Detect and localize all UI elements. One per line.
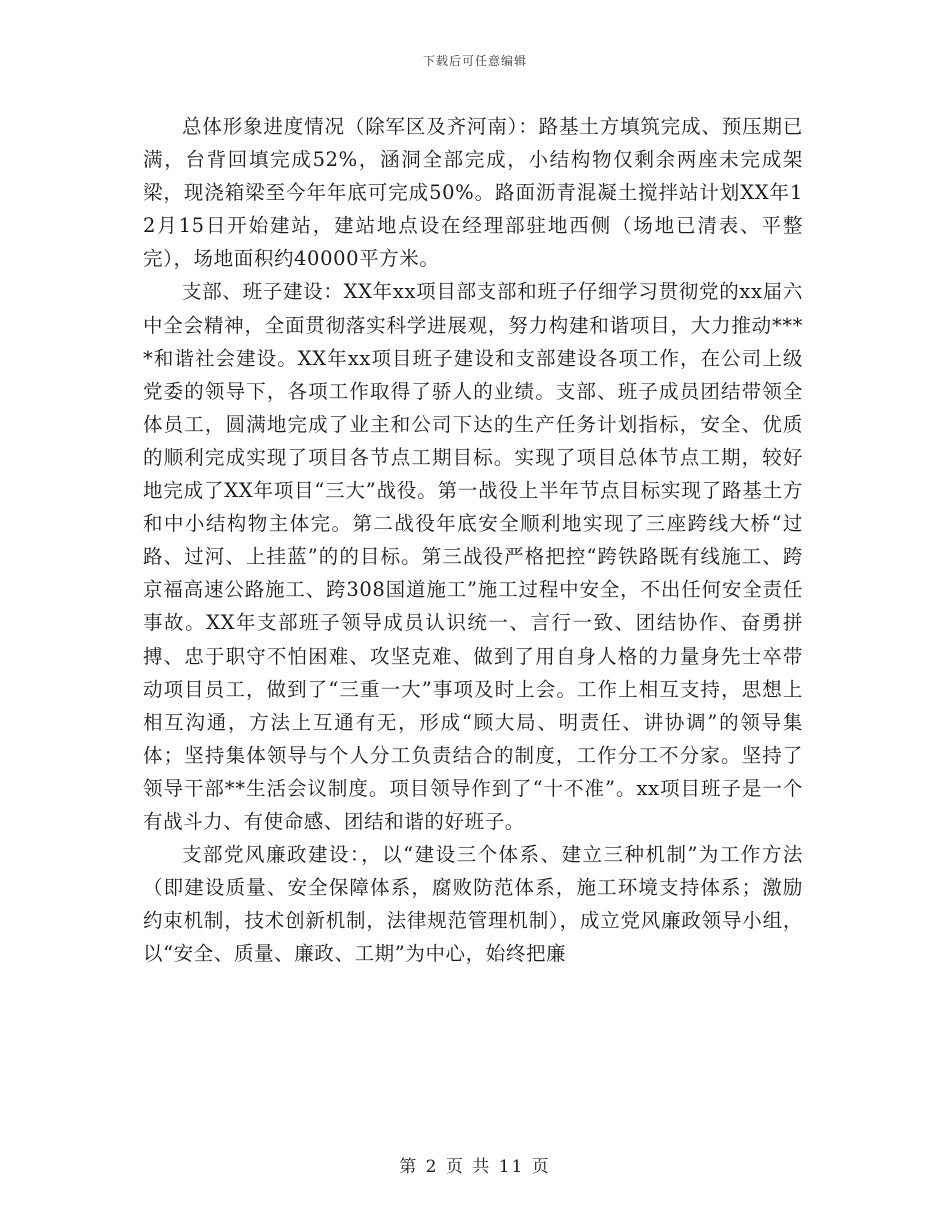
paragraph-integrity: 支部党风廉政建设：，以“建设三个体系、建立三种机制”为工作方法（即建设质量、安全保障体系，腐败防范体系，施工环境支持体系；激励约束机制，技术创新机制，法律规范管理机制），成立党风廉政领导小组，以“安全、质量、廉政、工期”为中心，始终把廉: [143, 843, 803, 966]
page-number: 第 2 页 共 11 页: [399, 1157, 551, 1177]
document-body: [143, 110, 803, 970]
paragraph-progress: 总体形象进度情况（除军区及齐河南）：路基土方填筑完成、预压期已满，台背回填完成52%，涵洞全部完成，小结构物仅剩余两座未完成架梁，现浇箱梁至今年年底可完成50%。路面沥青混凝土搅拌站计划XX年12月15日开始建站，建站地点设在经理部驻地西侧（场地已清表、平整完），场地面积约40000平方米。: [143, 115, 803, 271]
paragraph-team-building: 支部、班子建设：XX年xx项目部支部和班子仔细学习贯彻党的xx届六中全会精神，全面贯彻落实科学进展观，努力构建和谐项目，大力推动****和谐社会建设。XX年xx项目班子建设和支部建设各项工作，在公司上级党委的领导下，各项工作取得了骄人的业绩。支部、班子成员团结带领全体员工，圆满地完成了业主和公司下达的生产任务计划指标，安全、优质的顺利完成实现了项目各节点工期目标。实现了项目总体节点工期，较好地完成了XX年项目“三大”战役。第一战役上半年节点目标实现了路基土方和中小结构物主体完。第二战役年底安全顺利地实现了三座跨线大桥“过路、过河、上挂蓝”的的目标。第三战役严格把控“跨铁路既有线施工、跨京福高速公路施工、跨308国道施工”施工过程中安全，不出任何安全责任事故。XX年支部班子领导成员认识统一、言行一致、团结协作、奋勇拼搏、忠于职守不怕困难、攻坚克难、做到了用自身人格的力量身先士卒带动项目员工，做到了“三重一大”事项及时上会。工作上相互支持，思想上相互沟通，方法上互通有无，形成“顾大局、明责任、讲协调”的领导集体；坚持集体领导与个人分工负责结合的制度，工作分工不分家。坚持了领导干部**生活会议制度。项目领导作到了“十不准”。xx项目班子是一个有战斗力、有使命感、团结和谐的好班子。: [143, 280, 803, 833]
page-header: 下载后可任意编辑: [422, 54, 527, 68]
